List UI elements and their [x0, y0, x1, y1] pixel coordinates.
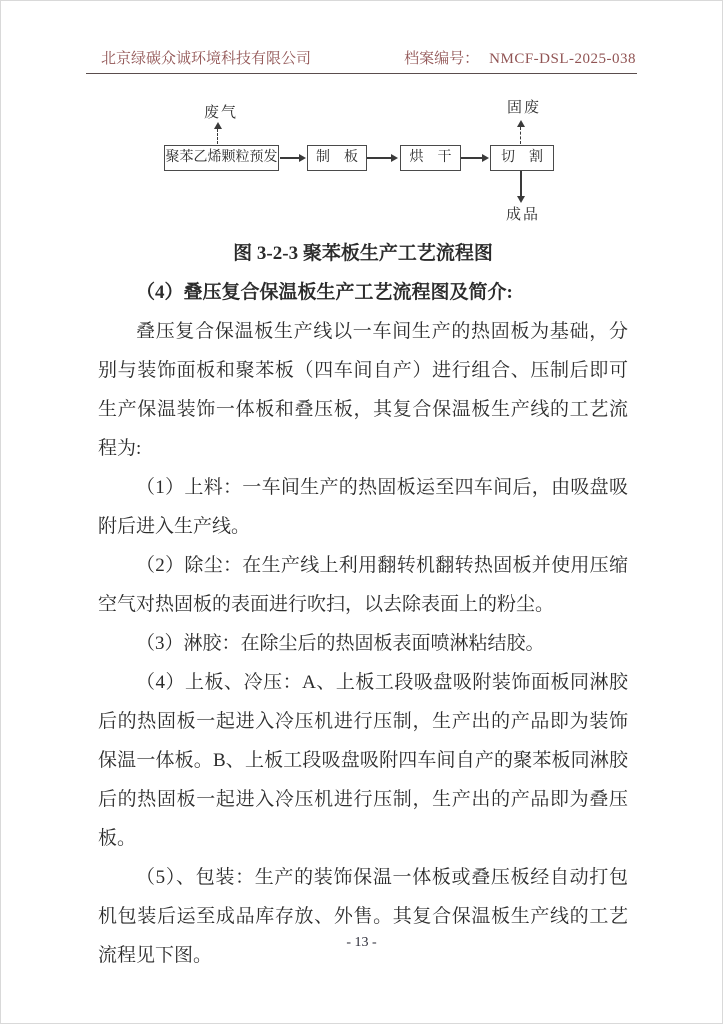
paragraph: （4）上板、冷压：A、上板工段吸盘吸附装饰面板同淋胶后的热固板一起进入冷压机进行压制，生产出的产品即为装饰保温一体板。B、上板工段吸盘吸附四车间自产的聚苯板同淋胶后的热固板一起进入冷压机进行压制，生产出的产品即为叠压板。 — [98, 672, 628, 849]
header-divider — [86, 73, 637, 74]
process-box-pre-expansion: 聚苯乙烯颗粒预发 — [164, 145, 279, 171]
arrow-right-icon — [367, 157, 391, 159]
waste-gas-label: 废气 — [204, 105, 239, 121]
process-box-drying: 烘 干 — [400, 145, 461, 171]
arrow-up-icon — [517, 120, 525, 127]
paragraph: （2）除尘：在生产线上利用翻转机翻转热固板并使用压缩空气对热固板的表面进行吹扫，以去除表面上的粉尘。 — [98, 555, 628, 615]
document-body — [98, 234, 628, 975]
solid-waste-label: 固废 — [507, 100, 542, 116]
paragraph: （1）上料：一车间生产的热固板运至四车间后，由吸盘吸附后进入生产线。 — [98, 477, 628, 537]
section-heading: （4）叠压复合保温板生产工艺流程图及简介: — [136, 282, 513, 303]
process-box-cutting: 切 割 — [490, 145, 554, 171]
dashed-line — [520, 127, 521, 144]
arrow-right-icon — [461, 157, 482, 159]
archive-number-group — [404, 47, 636, 68]
process-box-board-making: 制 板 — [307, 145, 367, 171]
page-number: - 13 - — [346, 935, 377, 950]
arrow-up-icon — [214, 122, 222, 129]
paragraph: （5）、包装：生产的装饰保温一体板或叠压板经自动打包机包装后运至成品库存放、外售。其复合保温板生产线的工艺流程见下图。 — [98, 867, 628, 966]
process-flow-diagram — [1, 96, 723, 231]
arrow-down-icon — [517, 196, 525, 203]
arrow-right-icon — [280, 157, 299, 159]
figure-caption: 图 3-2-3 聚苯板生产工艺流程图 — [233, 243, 493, 264]
arrow-line — [520, 171, 522, 197]
archive-number: NMCF-DSL-2025-038 — [489, 51, 636, 67]
paragraph: 叠压复合保温板生产线以一车间生产的热固板为基础，分别与装饰面板和聚苯板（四车间自产）进行组合、压制后即可生产保温装饰一体板和叠压板，其复合保温板生产线的工艺流程为: — [98, 321, 628, 459]
company-name: 北京绿碳众诚环境科技有限公司 — [101, 51, 312, 67]
product-label: 成品 — [506, 207, 541, 223]
archive-label: 档案编号： — [404, 51, 480, 67]
page-header — [101, 47, 636, 68]
dashed-line — [217, 129, 218, 144]
paragraph: （3）淋胶：在除尘后的热固板表面喷淋粘结胶。 — [136, 633, 545, 654]
